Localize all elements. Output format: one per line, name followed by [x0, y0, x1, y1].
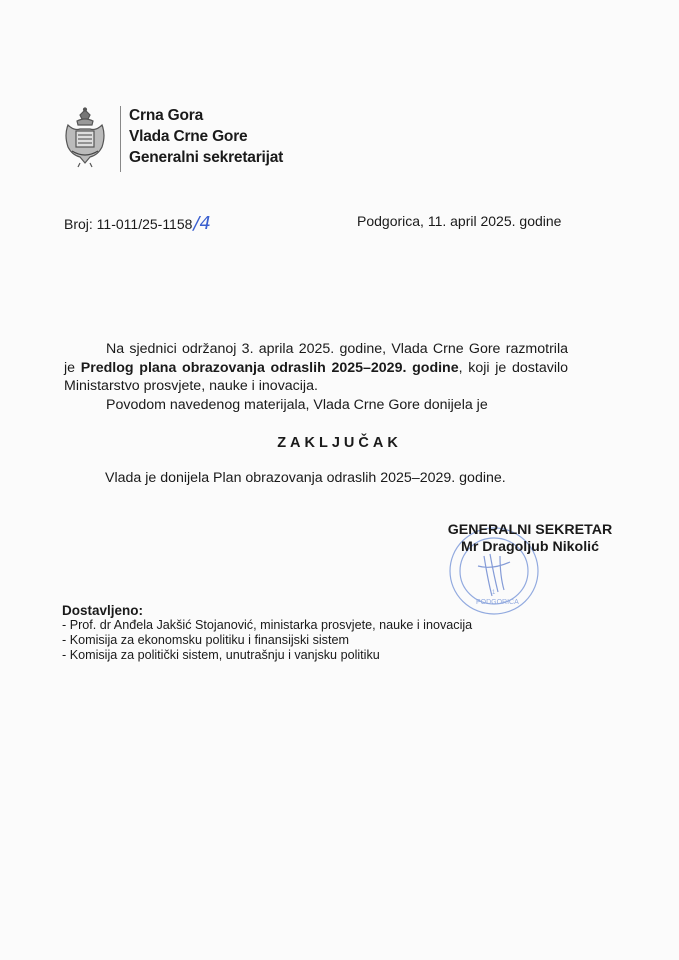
place-date: Podgorica, 11. april 2025. godine — [357, 213, 562, 229]
distribution-item: - Komisija za politički sistem, unutrašnju i vanjsku politiku — [62, 648, 380, 662]
paragraph-1 — [64, 340, 568, 396]
paragraph-2: Povodom navedenog materijala, Vlada Crne Gore donijela je — [106, 396, 488, 413]
svg-text:1: 1 — [492, 590, 496, 596]
svg-text:PODGORICA: PODGORICA — [476, 599, 519, 606]
distribution-list — [62, 603, 472, 663]
p1-bold-title: Predlog plana obrazovanja odraslih 2025–2029. godine — [80, 359, 459, 376]
letterhead-title — [129, 105, 283, 168]
p1-end: , koji je dostavilo Ministarstvo prosvjete, nauke i inovacija. — [64, 359, 569, 394]
signatory-title: GENERALNI SEKRETAR — [447, 522, 613, 538]
office-name: Generalni sekretarijat — [129, 149, 284, 166]
coat-of-arms-icon — [60, 107, 110, 169]
distribution-header: Dostavljeno: — [62, 603, 144, 618]
distribution-item: - Komisija za ekonomsku politiku i finansijski sistem — [62, 633, 349, 647]
signature-block — [390, 522, 630, 556]
p1-start: Na sjednici održanoj 3. aprila 2025. godine, Vlada Crne Gore razmotrila je — [64, 341, 568, 376]
reference-label: Broj: 11-011/25-1158 — [64, 216, 193, 232]
distribution-item: - Prof. dr Anđela Jakšić Stojanović, ministarka prosvjete, nauke i inovacija — [62, 618, 473, 632]
body-text — [64, 340, 568, 414]
letterhead-divider — [120, 106, 121, 172]
reference-number — [64, 213, 211, 234]
conclusion-title: ZAKLJUČAK — [277, 435, 402, 451]
handwritten-suffix: /4 — [193, 213, 211, 234]
signatory-name: Mr Dragoljub Nikolić — [461, 539, 599, 555]
country-name: Crna Gora — [129, 107, 203, 124]
conclusion-text: Vlada je donijela Plan obrazovanja odraslih 2025–2029. godine. — [105, 470, 506, 486]
government-name: Vlada Crne Gore — [129, 128, 248, 145]
